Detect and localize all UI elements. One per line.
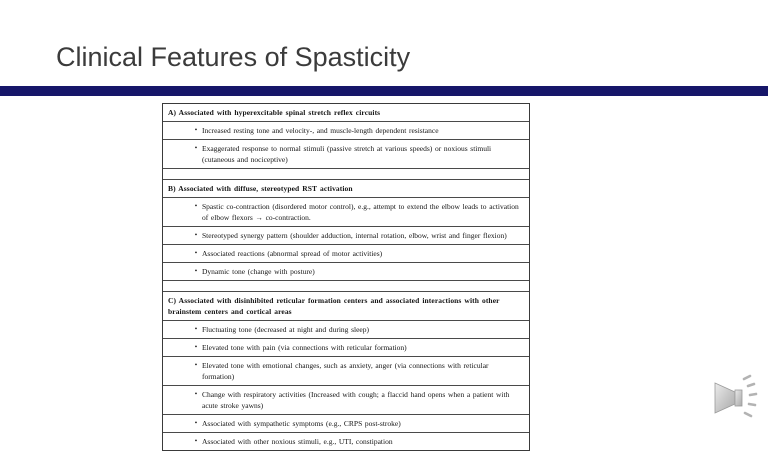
row-text: Spastic co-contraction (disordered motor control), e.g., attempt to extend the elbow leads to activation of elbow flexors → co-contraction.: [202, 202, 519, 222]
table-row: [163, 227, 529, 245]
row-text: Dynamic tone (change with posture): [202, 267, 315, 276]
row-text: Change with respiratory activities (Increased with cough; a flaccid hand opens when a patient with acute stroke yawns): [202, 390, 510, 410]
row-text: Associated reactions (abnormal spread of motor activities): [202, 249, 383, 258]
table-row: [163, 198, 529, 227]
table-row: [163, 433, 529, 450]
row-text: Stereotyped synergy pattern (shoulder adduction, internal rotation, elbow, wrist and finger flexion): [202, 231, 507, 240]
bullet-icon: •: [194, 325, 198, 333]
table-empty-row: [163, 281, 529, 292]
bullet-icon: •: [194, 249, 198, 257]
row-text: Exaggerated response to normal stimuli (passive stretch at various speeds) or noxious stimuli (cutaneous and nociceptive): [202, 144, 492, 164]
bullet-icon: •: [194, 390, 198, 398]
bullet-icon: •: [194, 361, 198, 369]
section-c-header: C) Associated with disinhibited reticular formation centers and associated interactions with other brainstem centers and cortical areas: [163, 292, 529, 321]
bullet-icon: •: [194, 231, 198, 239]
audio-speaker-icon[interactable]: [710, 372, 760, 424]
accent-bar: [0, 86, 768, 96]
section-a-header: A) Associated with hyperexcitable spinal stretch reflex circuits: [163, 104, 529, 122]
table-row: [163, 386, 529, 415]
bullet-icon: •: [194, 437, 198, 445]
bullet-icon: •: [194, 126, 198, 134]
row-text: Increased resting tone and velocity-, and muscle-length dependent resistance: [202, 126, 439, 135]
row-text: Fluctuating tone (decreased at night and during sleep): [202, 325, 370, 334]
bullet-icon: •: [194, 267, 198, 275]
bullet-icon: •: [194, 343, 198, 351]
speaker-icon: [710, 372, 760, 424]
table-empty-row: [163, 169, 529, 180]
table-row: [163, 321, 529, 339]
row-text: Associated with other noxious stimuli, e.g., UTI, constipation: [202, 437, 393, 446]
bullet-icon: •: [194, 144, 198, 152]
bullet-icon: •: [194, 202, 198, 210]
bullet-icon: •: [194, 419, 198, 427]
clinical-features-table: [162, 103, 530, 451]
row-text: Elevated tone with emotional changes, such as anxiety, anger (via connections with reticular formation): [202, 361, 489, 381]
row-text: Associated with sympathetic symptoms (e.g., CRPS post-stroke): [202, 419, 401, 428]
table-row: [163, 122, 529, 140]
table-row: [163, 245, 529, 263]
table-row: [163, 357, 529, 386]
table-row: [163, 263, 529, 281]
table-row: [163, 339, 529, 357]
row-text: Elevated tone with pain (via connections with reticular formation): [202, 343, 407, 352]
table-row: [163, 415, 529, 433]
page-title: Clinical Features of Spasticity: [56, 42, 411, 72]
section-b-header: B) Associated with diffuse, stereotyped RST activation: [163, 180, 529, 198]
table-row: [163, 140, 529, 169]
